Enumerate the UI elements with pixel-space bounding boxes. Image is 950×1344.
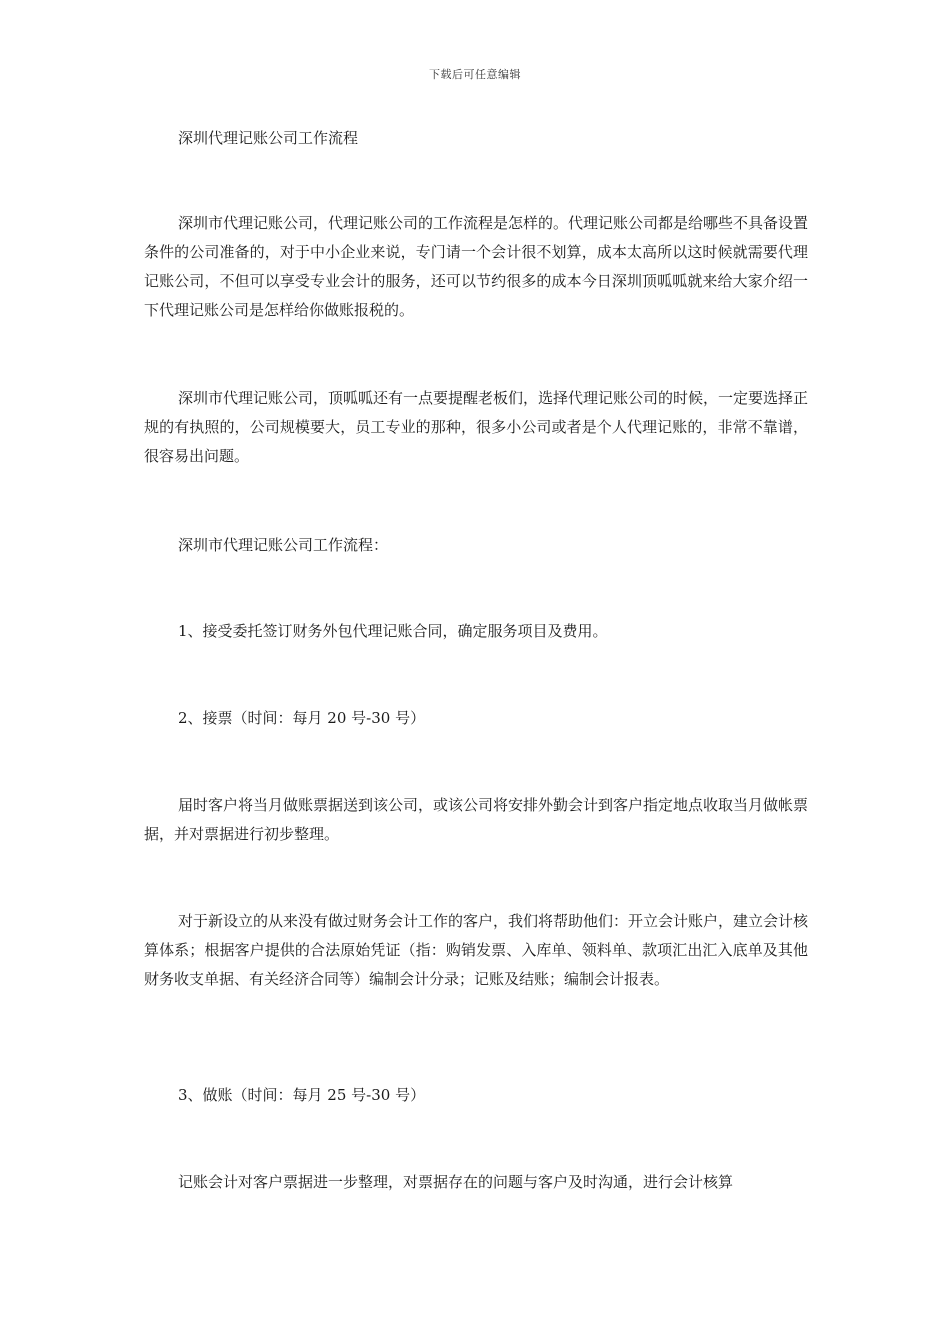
paragraph-new-clients: 对于新设立的从来没有做过财务会计工作的客户，我们将帮助他们：开立会计账户，建立会计核算体系；根据客户提供的合法原始凭证（指：购销发票、入库单、领料单、款项汇出汇入底单及其他财务收支单据、有关经济合同等）编制会计分录；记账及结账；编制会计报表。 bbox=[144, 912, 809, 988]
paragraph-reminder: 深圳市代理记账公司，顶呱呱还有一点要提醒老板们，选择代理记账公司的时候，一定要选择正规的有执照的，公司规模要大，员工专业的那种，很多小公司或者是个人代理记账的，非常不靠谱，很容易出问题。 bbox=[144, 389, 809, 465]
paragraph-step-3: 3、做账（时间：每月 25 号-30 号） bbox=[178, 1086, 426, 1104]
document-title: 深圳代理记账公司工作流程 bbox=[178, 129, 359, 147]
paragraph-step-2: 2、接票（时间：每月 20 号-30 号） bbox=[178, 709, 426, 727]
paragraph-step-1: 1、接受委托签订财务外包代理记账合同，确定服务项目及费用。 bbox=[178, 622, 608, 640]
paragraph-receive-invoices: 届时客户将当月做账票据送到该公司，或该公司将安排外勤会计到客户指定地点收取当月做帐票据，并对票据进行初步整理。 bbox=[144, 796, 809, 843]
paragraph-process-heading: 深圳市代理记账公司工作流程： bbox=[178, 536, 389, 554]
page-header: 下载后可任意编辑 bbox=[429, 68, 521, 81]
paragraph-bookkeeping: 记账会计对客户票据进一步整理，对票据存在的问题与客户及时沟通，进行会计核算 bbox=[178, 1173, 734, 1191]
paragraph-intro: 深圳市代理记账公司，代理记账公司的工作流程是怎样的。代理记账公司都是给哪些不具备设置条件的公司准备的，对于中小企业来说，专门请一个会计很不划算，成本太高所以这时候就需要代理记账公司，不但可以享受专业会计的服务，还可以节约很多的成本今日深圳顶呱呱就来给大家介绍一下代理记账公司是怎样给你做账报税的。 bbox=[144, 214, 809, 319]
